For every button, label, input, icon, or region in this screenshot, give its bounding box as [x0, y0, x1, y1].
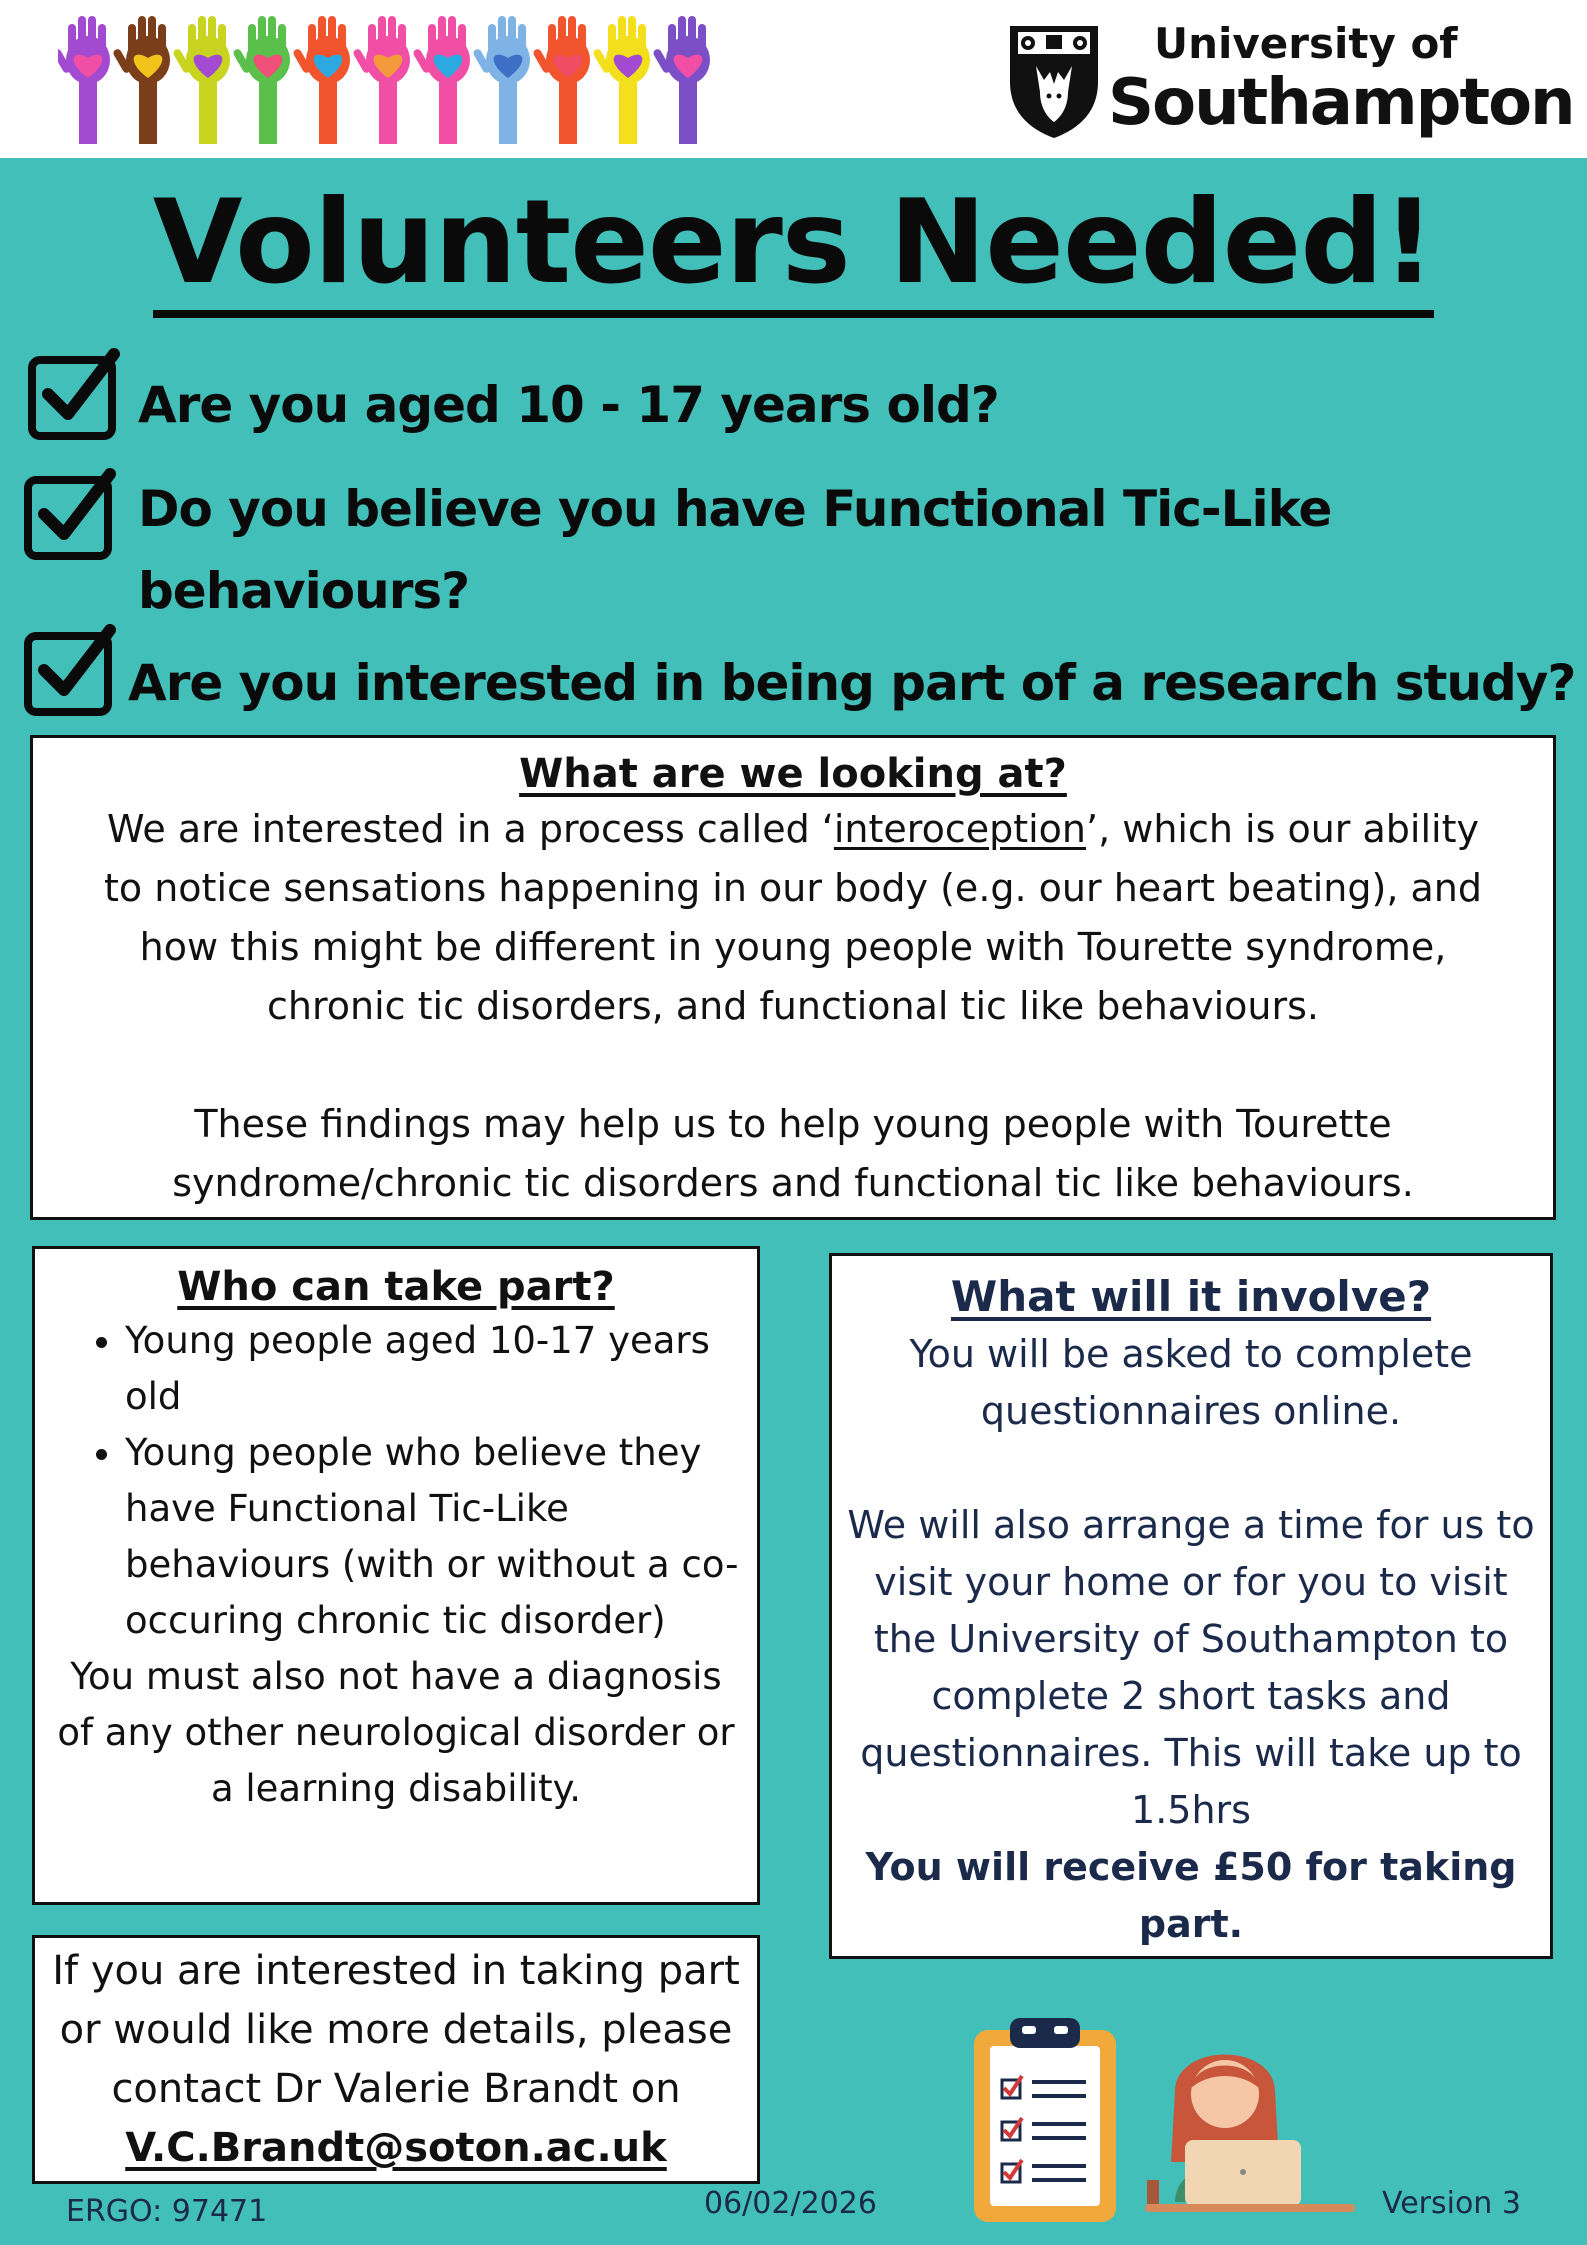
raised-hand-icon — [352, 16, 410, 144]
involve-line: questionnaires online. — [980, 1389, 1402, 1433]
looking-at-heading: What are we looking at? — [519, 751, 1067, 797]
raised-hand-icon — [112, 16, 170, 144]
page-title: Volunteers Needed! — [0, 168, 1587, 318]
involve-line: 1.5hrs — [1131, 1788, 1251, 1832]
looking-at-line: syndrome/chronic tic disorders and functional tic like behaviours. — [172, 1161, 1414, 1205]
university-crest-icon — [1006, 22, 1102, 140]
contact-line: or would like more details, please — [59, 2007, 733, 2053]
who-can-take-part-box — [32, 1246, 760, 1905]
question-research-interest: Are you interested in being part of a research study? — [128, 654, 1576, 712]
contact-line: If you are interested in taking part — [52, 1948, 740, 1994]
list-item: • Young people aged 10-17 years old — [125, 1313, 743, 1425]
involve-line: complete 2 short tasks and — [931, 1674, 1451, 1718]
looking-at-line: to notice sensations happening in our body (e.g. our heart beating), and — [104, 866, 1482, 910]
involve-line: questionnaires. This will take up to — [860, 1731, 1522, 1775]
document-date: 06/02/2026 — [704, 2186, 877, 2221]
looking-at-line: These findings may help us to help young people with Tourette — [194, 1102, 1392, 1146]
what-will-it-involve-box — [829, 1253, 1553, 1959]
raised-hand-icon — [652, 16, 710, 144]
raised-hand-icon — [58, 16, 110, 144]
involve-line: You will be asked to complete — [909, 1332, 1473, 1376]
logo-line-2: Southampton — [1108, 66, 1574, 140]
contact-box — [32, 1935, 760, 2184]
raised-hand-icon — [172, 16, 230, 144]
involve-line: visit your home or for you to visit — [874, 1560, 1508, 1604]
ergo-number: ERGO: 97471 — [66, 2194, 268, 2229]
checked-checkbox-icon — [20, 624, 116, 720]
raised-hand-icon — [292, 16, 350, 144]
interoception-term: interoception — [833, 807, 1087, 851]
involve-line: the University of Southampton to — [873, 1617, 1509, 1661]
looking-at-line: chronic tic disorders, and functional tic like behaviours. — [267, 984, 1319, 1028]
who-heading: Who can take part? — [177, 1264, 615, 1310]
university-wordmark — [1108, 20, 1574, 138]
raised-hand-icon — [592, 16, 650, 144]
raised-hand-icon — [472, 16, 530, 144]
question-functional-tics — [138, 468, 1331, 632]
question-functional-tics-line2: behaviours? — [138, 562, 470, 620]
logo-line-1: University of — [1154, 19, 1458, 68]
person-at-laptop-illustration — [1145, 2032, 1355, 2222]
list-item: • Young people who believe they have Functional Tic-Like behaviours (with or without a co-occuring chronic tic disorder) — [125, 1425, 743, 1649]
reward-line: You will receive £50 for taking — [865, 1845, 1517, 1889]
contact-line: contact Dr Valerie Brandt on — [111, 2066, 681, 2112]
raised-hand-icon — [532, 16, 590, 144]
raised-hand-icon — [232, 16, 290, 144]
looking-at-line: We are interested in a process called ‘interoception’, which is our ability — [107, 807, 1479, 851]
header-bar — [0, 0, 1587, 158]
reward-line: part. — [1138, 1902, 1244, 1946]
clipboard-checklist-icon — [970, 2016, 1120, 2226]
question-age: Are you aged 10 - 17 years old? — [138, 376, 999, 434]
involve-line: We will also arrange a time for us to — [847, 1503, 1535, 1547]
looking-at-line: how this might be different in young people with Tourette syndrome, — [139, 925, 1447, 969]
eligibility-list — [49, 1313, 743, 1649]
raised-hands-heart-illustration — [58, 8, 728, 148]
contact-email-link[interactable]: V.C.Brandt@soton.ac.uk — [125, 2125, 667, 2171]
checked-checkbox-icon — [20, 468, 116, 564]
looking-at-box — [30, 735, 1556, 1220]
exclusion-note: You must also not have a diagnosis of any other neurological disorder or a learning disability. — [57, 1655, 735, 1810]
document-version: Version 3 — [1382, 2186, 1521, 2221]
checked-checkbox-icon — [24, 348, 120, 444]
question-functional-tics-line1: Do you believe you have Functional Tic-Like — [138, 480, 1332, 538]
involve-heading: What will it involve? — [950, 1272, 1432, 1321]
raised-hand-icon — [412, 16, 470, 144]
